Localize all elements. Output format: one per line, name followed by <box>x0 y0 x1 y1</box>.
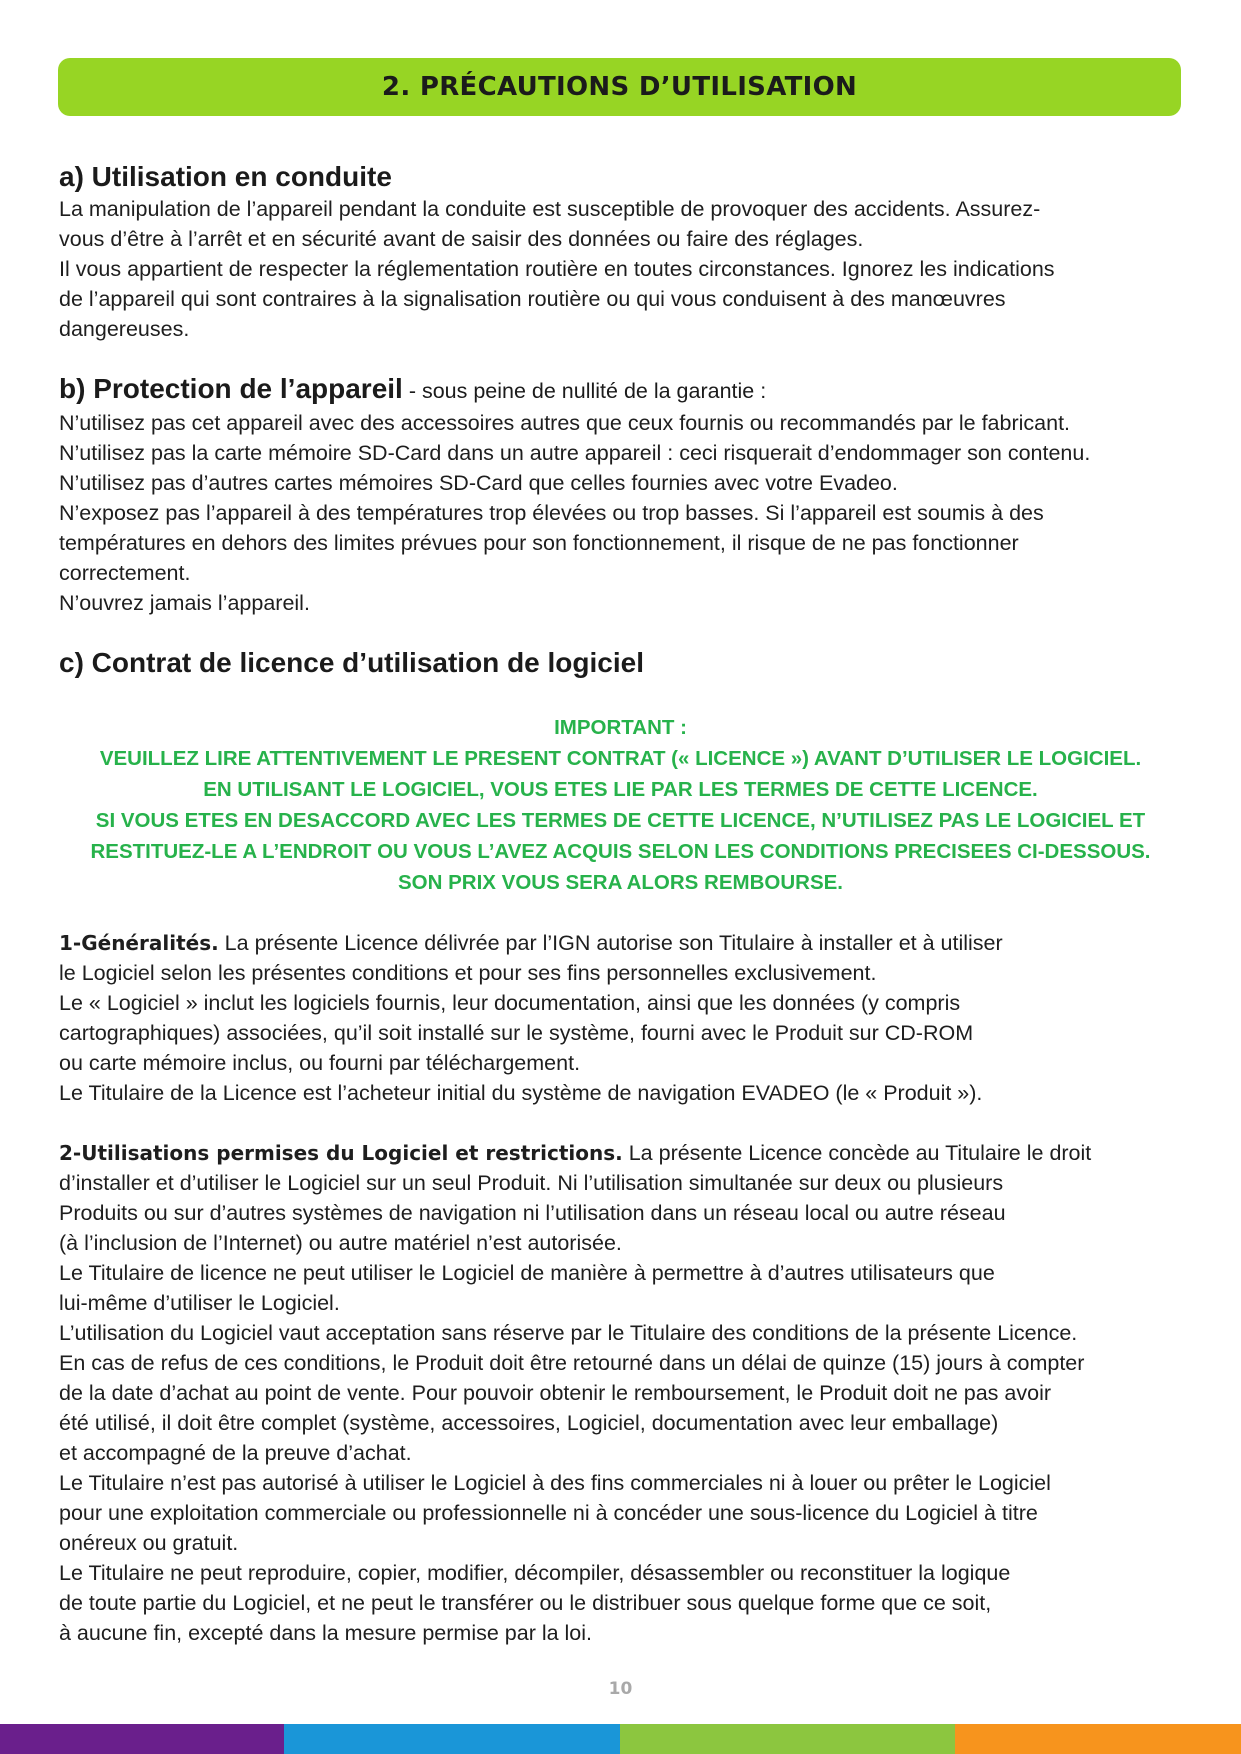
text-line: lui-même d’utiliser le Logiciel. <box>59 1291 340 1315</box>
important-notice <box>59 712 1182 898</box>
notice-line: RESTITUEZ-LE A L’ENDROIT OU VOUS L’AVEZ ACQUIS SELON LES CONDITIONS PRECISEES CI-DESSOUS. <box>90 840 1151 863</box>
text-line <box>59 1138 1189 1168</box>
footer-segment-purple <box>0 1724 284 1754</box>
clause-2-first-line: La présente Licence concède au Titulaire le droit <box>622 1141 1092 1165</box>
text-line: N’utilisez pas cet appareil avec des accessoires autres que ceux fournis ou recommandés par le fabricant. <box>59 411 1071 435</box>
text-line: La manipulation de l’appareil pendant la conduite est susceptible de provoquer des accidents. Assurez- <box>59 197 1041 221</box>
text-line: onéreux ou gratuit. <box>59 1531 239 1555</box>
text-line: N’utilisez pas d’autres cartes mémoires SD-Card que celles fournies avec votre Evadeo. <box>59 471 898 495</box>
clause-2 <box>59 1138 1189 1648</box>
text-line: En cas de refus de ces conditions, le Produit doit être retourné dans un délai de quinze (15) jours à compter <box>59 1351 1085 1375</box>
text-line: de l’appareil qui sont contraires à la signalisation routière ou qui vous conduisent à des manœuvres <box>59 287 1006 311</box>
clause-1 <box>59 928 1189 1108</box>
text-line: d’installer et d’utiliser le Logiciel sur un seul Produit. Ni l’utilisation simultanée sur deux ou plusieurs <box>59 1171 1004 1195</box>
text-line: températures en dehors des limites prévues pour son fonctionnement, il risque de ne pas fonctionner <box>59 531 1019 555</box>
text-line: Produits ou sur d’autres systèmes de navigation ni l’utilisation dans un réseau local ou autre réseau <box>59 1201 1006 1225</box>
text-line: Il vous appartient de respecter la réglementation routière en toutes circonstances. Ignorez les indications <box>59 257 1055 281</box>
footer-color-bar <box>0 1724 1241 1754</box>
footer-segment-green <box>620 1724 955 1754</box>
section-b-title: b) Protection de l’appareil <box>59 373 403 404</box>
text-line: correctement. <box>59 561 191 585</box>
text-line: (à l’inclusion de l’Internet) ou autre matériel n’est autorisée. <box>59 1231 622 1255</box>
page-number: 10 <box>608 1679 633 1699</box>
notice-line: IMPORTANT : <box>554 716 687 739</box>
document-body <box>59 160 1189 1648</box>
notice-line: SI VOUS ETES EN DESACCORD AVEC LES TERMES DE CETTE LICENCE, N’UTILISEZ PAS LE LOGICIEL ET <box>95 809 1146 832</box>
text-line: cartographiques) associées, qu’il soit installé sur le système, fourni avec le Produit sur CD-ROM <box>59 1021 974 1045</box>
section-c-heading: c) Contrat de licence d’utilisation de logiciel <box>59 647 644 678</box>
section-a-heading: a) Utilisation en conduite <box>59 161 392 192</box>
text-line: ou carte mémoire inclus, ou fourni par téléchargement. <box>59 1051 581 1075</box>
footer-segment-blue <box>284 1724 620 1754</box>
section-banner <box>58 58 1181 116</box>
text-line: de toute partie du Logiciel, et ne peut le transférer ou le distribuer sous quelque forme que ce soit, <box>59 1591 992 1615</box>
section-b-text <box>59 408 1189 618</box>
clause-2-title: 2-Utilisations permises du Logiciel et restrictions. <box>59 1141 623 1165</box>
clause-1-title: 1-Généralités. <box>59 931 219 955</box>
section-b-heading <box>59 372 1189 408</box>
text-line: Le Titulaire ne peut reproduire, copier, modifier, décompiler, désassembler ou reconstituer la logique <box>59 1561 1011 1585</box>
text-line: L’utilisation du Logiciel vaut acceptation sans réserve par le Titulaire des conditions de la présente Licence. <box>59 1321 1078 1345</box>
text-line: N’ouvrez jamais l’appareil. <box>59 591 310 615</box>
text-line <box>59 928 1189 958</box>
text-line: Le Titulaire n’est pas autorisé à utiliser le Logiciel à des fins commerciales ni à louer ou prêter le Logiciel <box>59 1471 1051 1495</box>
section-a-text <box>59 194 1189 344</box>
text-line: et accompagné de la preuve d’achat. <box>59 1441 412 1465</box>
text-line: N’utilisez pas la carte mémoire SD-Card dans un autre appareil : ceci risquerait d’endommager son contenu. <box>59 441 1091 465</box>
clause-1-first-line: La présente Licence délivrée par l’IGN autorise son Titulaire à installer et à utiliser <box>218 931 1003 955</box>
text-line: Le « Logiciel » inclut les logiciels fournis, leur documentation, ainsi que les données (y compris <box>59 991 961 1015</box>
text-line: pour une exploitation commerciale ou professionnelle ni à concéder une sous-licence du Logiciel à titre <box>59 1501 1038 1525</box>
text-line: le Logiciel selon les présentes conditions et pour ses fins personnelles exclusivement. <box>59 961 877 985</box>
text-line: été utilisé, il doit être complet (système, accessoires, Logiciel, documentation avec leur emballage) <box>59 1411 999 1435</box>
text-line: Le Titulaire de la Licence est l’acheteur initial du système de navigation EVADEO (le « Produit »). <box>59 1081 983 1105</box>
text-line: N’exposez pas l’appareil à des températures trop élevées ou trop basses. Si l’appareil est soumis à des <box>59 501 1044 525</box>
text-line: Le Titulaire de licence ne peut utiliser le Logiciel de manière à permettre à d’autres utilisateurs que <box>59 1261 995 1285</box>
text-line: dangereuses. <box>59 317 190 341</box>
text-line: de la date d’achat au point de vente. Pour pouvoir obtenir le remboursement, le Produit doit ne pas avoir <box>59 1381 1052 1405</box>
section-b-subtitle: - sous peine de nullité de la garantie : <box>402 379 767 403</box>
text-line: vous d’être à l’arrêt et en sécurité avant de saisir des données ou faire des réglages. <box>59 227 864 251</box>
notice-line: VEUILLEZ LIRE ATTENTIVEMENT LE PRESENT CONTRAT (« LICENCE ») AVANT D’UTILISER LE LOGICIEL. <box>99 747 1142 770</box>
footer-segment-orange <box>955 1724 1241 1754</box>
notice-line: EN UTILISANT LE LOGICIEL, VOUS ETES LIE PAR LES TERMES DE CETTE LICENCE. <box>203 778 1038 801</box>
text-line: à aucune fin, excepté dans la mesure permise par la loi. <box>59 1621 593 1645</box>
page-title: 2. PRÉCAUTIONS D’UTILISATION <box>381 72 858 102</box>
notice-line: SON PRIX VOUS SERA ALORS REMBOURSE. <box>398 871 843 894</box>
